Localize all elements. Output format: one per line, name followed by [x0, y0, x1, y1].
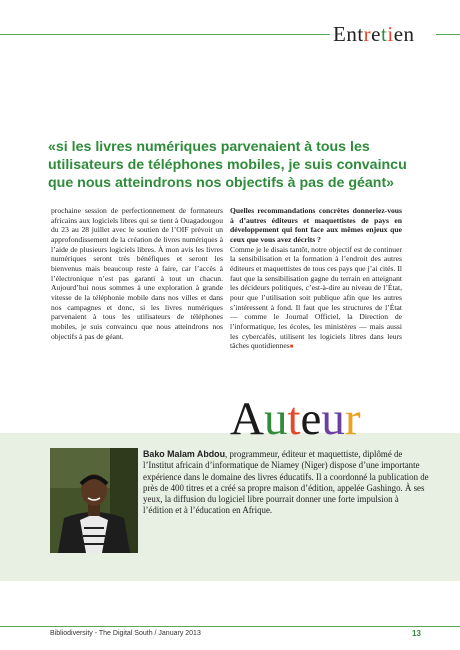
section-title-letter: E	[333, 22, 347, 46]
author-name: Bako Malam Abdou	[143, 449, 226, 459]
interview-answer	[230, 245, 402, 353]
header-rule	[0, 34, 330, 35]
section-title-letter: n	[403, 22, 415, 46]
section-title-letter: r	[363, 22, 372, 46]
section-title-letter: t	[357, 22, 364, 46]
author-title-letter: u	[321, 393, 345, 445]
footer-publication: Bibliodiversity - The Digital South / January 2013	[50, 630, 201, 637]
author-title-letter: u	[263, 393, 288, 445]
author-title-letter: r	[344, 393, 361, 445]
section-title-letter: i	[387, 22, 394, 46]
interview-question: Quelles recommandations concrètes donneriez-vous à d’autres éditeurs et maquettistes de pays en développement qui font face aux mêmes enjeux que ceux que vous avez décrits ?	[230, 206, 402, 244]
end-mark: ■	[289, 344, 294, 351]
section-title-letter: e	[371, 22, 381, 46]
section-title-letter: e	[393, 22, 404, 46]
column-left	[51, 206, 223, 341]
author-photo	[50, 448, 138, 553]
section-title	[333, 20, 415, 48]
author-title	[230, 394, 361, 444]
interview-answer-text: Comme je le disais tantôt, notre objectif est de continuer la sensibilisation et la formation à l’endroit des autres éditeurs et maquettistes de tous ces pays que j’ai cités. Il faut que la sensibilisation gagne du terrain en atteignant les décideurs politiques, c’est-à-dire au niveau de l’État, pour que l’utilisation soit publique afin que les autres s’intéressent à fond. Il faut que les structures de l’État — comme le Journal Officiel, la Direction de l’informatique, les écoles, les ministères — mais aussi les cybercafés, utilisent les logiciels libres dans leurs tâches quotidiennes	[230, 244, 402, 351]
author-photo-image	[50, 448, 138, 553]
column-left-text: prochaine session de perfectionnement de formateurs africains aux logiciels libres qui se tient à Ouagadougou du 23 au 28 juillet avec le soutien de l’OIF prévoit un approfondissement de la création de livres numériques à l’aide de plusieurs logiciels libres. À mon avis les livres numériques seront très bénéfiques et seront les bienvenus mais beaucoup reste à faire, car l’accès à l’électronique n’est pas garanti à tout un chacun. Aujourd’hui nous sommes à une exploration à grande vitesse de la téléphonie mobile dans nos villes et dans nos campagnes et donc, si les livres numériques parvenaient à tous les utilisateurs de téléphones mobiles, je suis convaincu que nous atteindrons nos objectifs à pas de géant.	[51, 206, 223, 341]
column-right	[230, 206, 402, 353]
author-title-letter: e	[300, 393, 322, 445]
section-title-letter: t	[381, 22, 388, 46]
author-title-letter: t	[287, 393, 301, 445]
section-title-letter: n	[346, 22, 358, 46]
page-number: 13	[412, 629, 421, 638]
pull-quote: «si les livres numériques parvenaient à tous les utilisateurs de téléphones mobiles, je suis convaincu que nous atteindrons nos objectifs à pas de géant»	[48, 139, 407, 191]
author-bio	[143, 449, 430, 517]
author-title-letter: A	[230, 393, 264, 445]
header-rule-right	[436, 34, 460, 35]
author-bio-text: , programmeur, éditeur et maquettiste, diplômé de l’Institut africain d’informatique de Niamey (Niger) dispose d’une importante expérience dans le domaine des livres éducatifs. Il a coordonné la publication de près de 400 titres et a créé sa propre maison d’édition, appelée Gashingo. À ses yeux, la diffusion du logiciel libre pourrait donner une forte impulsion à l’édition et à l’éducation en Afrique.	[143, 449, 429, 516]
footer-rule	[0, 626, 460, 627]
